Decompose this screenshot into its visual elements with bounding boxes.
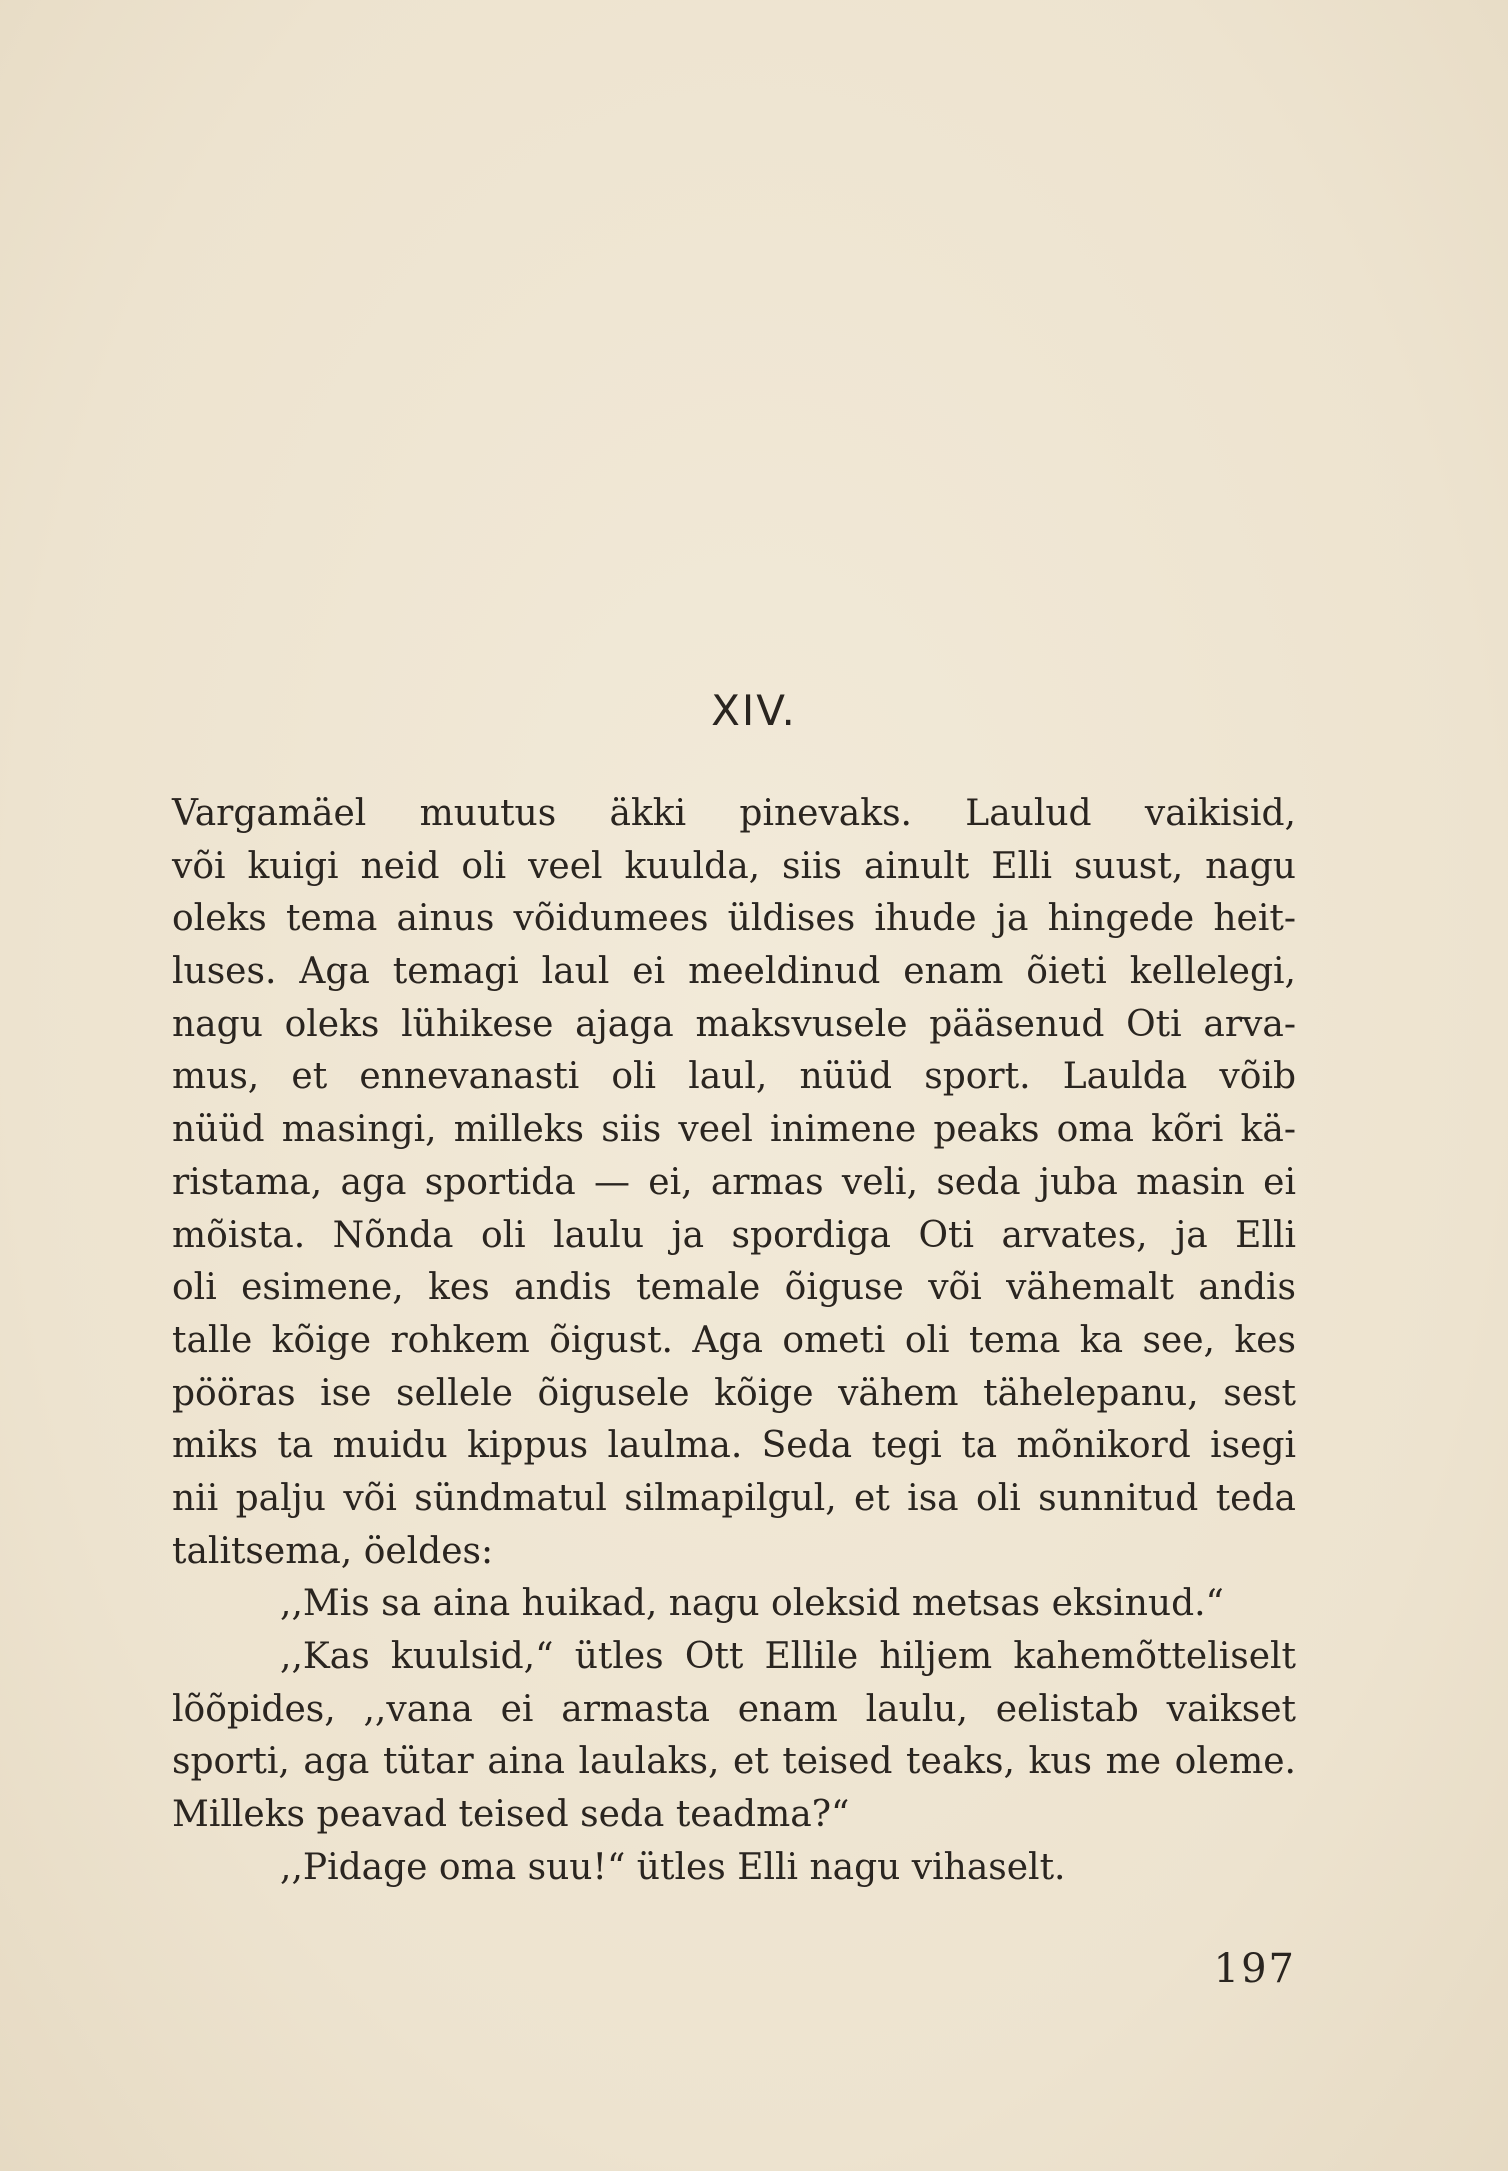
text-line: talitsema, öeldes:: [172, 1530, 494, 1572]
text-line: lõõpides, ,,vana ei armasta enam laulu, eelistab vaikset: [172, 1688, 1296, 1730]
text-line: Milleks peavad teised seda teadma?“: [172, 1794, 850, 1836]
text-line: luses. Aga temagi laul ei meeldinud enam õieti kellelegi,: [172, 951, 1296, 993]
text-line: talle kõige rohkem õigust. Aga ometi oli tema ka see, kes: [172, 1319, 1296, 1361]
text-line: miks ta muidu kippus laulma. Seda tegi ta mõnikord isegi: [172, 1425, 1296, 1467]
chapter-heading: XIV.: [711, 686, 797, 735]
text-line: oleks tema ainus võidumees üldises ihude ja hingede heit-: [172, 898, 1296, 940]
page-number: 197: [1213, 1946, 1296, 1992]
text-line: pööras ise sellele õigusele kõige vähem tähelepanu, sest: [172, 1372, 1296, 1414]
dialogue-line: ,,Pidage oma suu!“ ütles Elli nagu vihaselt.: [280, 1846, 1066, 1888]
text-line: Vargamäel muutus äkki pinevaks. Laulud vaikisid,: [172, 793, 1296, 834]
text-line: ristama, aga sportida — ei, armas veli, seda juba masin ei: [172, 1161, 1296, 1203]
text-line: mõista. Nõnda oli laulu ja spordiga Oti arvates, ja Elli: [172, 1214, 1296, 1256]
text-line: nüüd masingi, milleks siis veel inimene peaks oma kõri kä-: [172, 1109, 1296, 1151]
dialogue-line: ,,Mis sa aina huikad, nagu oleksid metsas eksinud.“: [280, 1583, 1224, 1625]
text-line: või kuigi neid oli veel kuulda, siis ainult Elli suust, nagu: [172, 845, 1296, 887]
text-line: sporti, aga tütar aina laulaks, et teised teaks, kus me oleme.: [172, 1741, 1296, 1783]
dialogue-line: ,,Kas kuulsid,“ ütles Ott Ellile hiljem kahemõtteliselt: [280, 1636, 1296, 1677]
text-line: nii palju või sündmatul silmapilgul, et isa oli sunnitud teda: [172, 1477, 1296, 1519]
text-line: nagu oleks lühikese ajaga maksvusele pääsenud Oti arva-: [172, 1003, 1296, 1045]
text-line: mus, et ennevanasti oli laul, nüüd sport. Laulda võib: [172, 1056, 1296, 1098]
text-line: oli esimene, kes andis temale õiguse või vähemalt andis: [172, 1267, 1296, 1309]
body-text: [172, 788, 1296, 1894]
